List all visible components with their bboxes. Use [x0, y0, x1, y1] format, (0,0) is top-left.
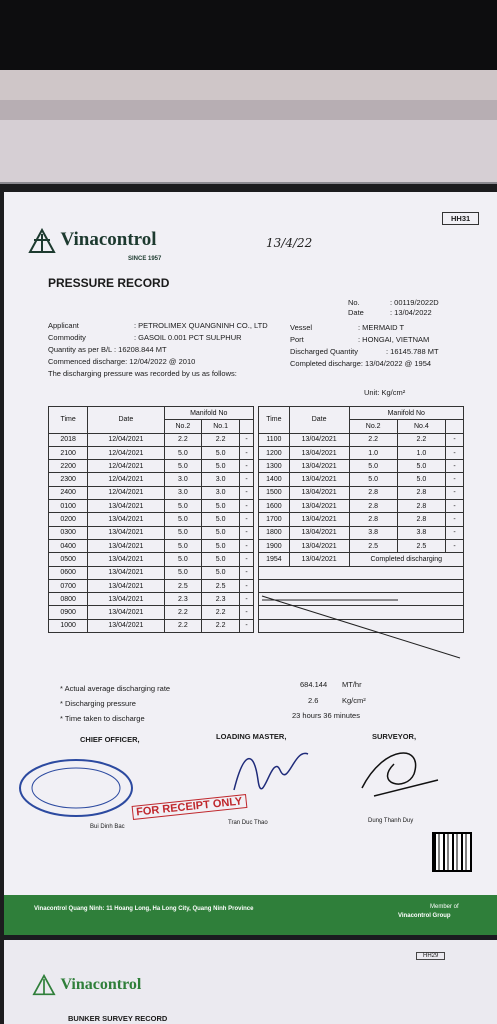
col-date: Date — [88, 407, 164, 434]
pressure-cell-a: 3.0 — [164, 473, 202, 486]
blank-cell: - — [239, 553, 253, 566]
pressure-cell-a: 5.0 — [349, 460, 397, 473]
time-cell: 1000 — [49, 619, 88, 632]
table-row — [49, 513, 254, 526]
brand-name: Vinacontrol — [60, 229, 157, 251]
col-time: Time — [259, 407, 290, 434]
pressure-cell-b: 5.0 — [397, 473, 445, 486]
unit-label: Unit: Kg/cm² — [364, 388, 406, 397]
pressure-cell-a: 2.8 — [349, 486, 397, 499]
col-date: Date — [289, 407, 349, 434]
logo-emblem-icon — [32, 974, 56, 996]
pressure-cell-b: 5.0 — [202, 566, 240, 579]
date-cell: 13/04/2021 — [289, 460, 349, 473]
blank-cell: - — [239, 460, 253, 473]
time-cell: 1900 — [259, 539, 290, 552]
date-cell: 13/04/2021 — [289, 500, 349, 513]
date-cell: 13/04/2021 — [88, 526, 164, 539]
pressure-cell-a: 5.0 — [164, 460, 202, 473]
receipt-stamp: FOR RECEIPT ONLY — [132, 794, 247, 820]
date-cell: 13/04/2021 — [88, 500, 164, 513]
col-blank — [239, 420, 253, 433]
blank-cell: - — [239, 500, 253, 513]
discharged-qty-label: Discharged Quantity — [290, 347, 358, 356]
no-label: No. — [348, 298, 360, 307]
table-row — [49, 606, 254, 619]
pressure-cell-b: 5.0 — [202, 513, 240, 526]
date-cell: 13/04/2021 — [88, 539, 164, 552]
rate-value: 684.144 — [300, 680, 328, 689]
loading-master-name: Tran Duc Thao — [228, 820, 268, 826]
date-cell: 13/04/2021 — [88, 593, 164, 606]
pressure-cell-a: 5.0 — [349, 473, 397, 486]
blank-cell: - — [239, 433, 253, 446]
pdf-toolbar — [0, 120, 497, 184]
blank-cell: - — [239, 539, 253, 552]
table-row — [259, 486, 464, 499]
blank-cell: - — [446, 526, 464, 539]
pressure-cell-b: 5.0 — [202, 553, 240, 566]
time-cell: 1200 — [259, 446, 290, 459]
applicant-label: Applicant — [48, 321, 79, 330]
table-row — [49, 486, 254, 499]
date-label: Date — [348, 308, 364, 317]
rate-label: * Actual average discharging rate — [60, 684, 171, 693]
table-row — [259, 433, 464, 446]
time-cell: 2100 — [49, 446, 88, 459]
blank-cell: - — [239, 486, 253, 499]
col-no1: No.1 — [202, 420, 240, 433]
time-cell: 1400 — [259, 473, 290, 486]
pressure-cell-a: 5.0 — [164, 553, 202, 566]
next-brand: Vinacontrol — [60, 976, 142, 994]
date-cell: 12/04/2021 — [88, 433, 164, 446]
pressure-cell-b: 2.8 — [397, 513, 445, 526]
col-manifold: Manifold No — [349, 407, 463, 420]
port-label: Port — [290, 335, 304, 344]
rate-unit: MT/hr — [342, 680, 362, 689]
blank-cell: - — [446, 460, 464, 473]
next-pdf-page — [4, 940, 497, 1024]
date-cell: 12/04/2021 — [88, 486, 164, 499]
time-cell: 0800 — [49, 593, 88, 606]
pressure-table-left — [48, 406, 254, 633]
date-cell: 13/04/2021 — [289, 513, 349, 526]
pressure-cell-a: 5.0 — [164, 500, 202, 513]
pressure-cell-b: 5.0 — [202, 539, 240, 552]
date-cell: 13/04/2021 — [88, 579, 164, 592]
pdf-page — [4, 192, 497, 934]
date-value: : 13/04/2022 — [390, 308, 432, 317]
pressure-cell-b: 3.8 — [397, 526, 445, 539]
col-no4: No.4 — [397, 420, 445, 433]
pressure-cell-b: 2.2 — [202, 433, 240, 446]
blank-cell: - — [239, 566, 253, 579]
table-row — [259, 460, 464, 473]
table-row — [259, 526, 464, 539]
table-row — [49, 593, 254, 606]
next-ref-badge: HH29 — [416, 952, 445, 960]
pressure-cell-a: 5.0 — [164, 539, 202, 552]
chief-officer-name: Bui Dinh Bac — [90, 824, 125, 830]
commodity-label: Commodity — [48, 333, 86, 342]
blank-cell: - — [239, 473, 253, 486]
table-row — [259, 539, 464, 552]
table-row — [259, 513, 464, 526]
table-row — [49, 579, 254, 592]
blank-cell: - — [446, 473, 464, 486]
pressure-cell-b: 3.0 — [202, 486, 240, 499]
table-row — [49, 526, 254, 539]
empty-row — [259, 566, 464, 579]
commodity-value: : GASOIL 0.001 PCT SULPHUR — [134, 333, 242, 342]
date-cell: 13/04/2021 — [289, 526, 349, 539]
blank-cell: - — [239, 526, 253, 539]
date-cell: 13/04/2021 — [88, 566, 164, 579]
blank-cell: - — [239, 513, 253, 526]
completed-note-cell: Completed discharging — [349, 553, 463, 566]
window-menubar — [0, 100, 497, 122]
pressure-cell-b: 5.0 — [202, 500, 240, 513]
time-value: 23 hours 36 minutes — [292, 711, 360, 720]
pressure-cell-a: 2.2 — [164, 433, 202, 446]
pressure-cell-b: 5.0 — [202, 446, 240, 459]
time-cell: 0200 — [49, 513, 88, 526]
pressure-cell-b: 5.0 — [202, 460, 240, 473]
cancel-lines — [258, 592, 464, 662]
pressure-cell-b: 1.0 — [397, 446, 445, 459]
col-time: Time — [49, 407, 88, 434]
date-cell: 13/04/2021 — [88, 606, 164, 619]
blank-cell: - — [239, 606, 253, 619]
ref-badge: HH31 — [442, 212, 479, 225]
time-cell: 2200 — [49, 460, 88, 473]
empty-cell — [259, 579, 464, 592]
footer-member-2: Vinacontrol Group — [398, 913, 451, 919]
pressure-label: * Discharging pressure — [60, 699, 136, 708]
pressure-cell-a: 2.8 — [349, 513, 397, 526]
date-cell: 13/04/2021 — [88, 619, 164, 632]
vessel-value: : MERMAID T — [358, 323, 405, 332]
logo-emblem-icon — [28, 228, 56, 254]
pressure-cell-b: 2.5 — [202, 579, 240, 592]
pressure-cell-a: 5.0 — [164, 513, 202, 526]
date-cell: 12/04/2021 — [88, 446, 164, 459]
table-row — [49, 539, 254, 552]
surveyor-name: Dung Thanh Duy — [368, 818, 414, 824]
pressure-value: 2.6 — [308, 696, 319, 705]
page-title: PRESSURE RECORD — [48, 276, 170, 290]
table-row — [259, 446, 464, 459]
pressure-unit: Kg/cm² — [342, 696, 366, 705]
date-cell: 13/04/2021 — [88, 553, 164, 566]
pressure-cell-b: 5.0 — [397, 460, 445, 473]
col-no2: No.2 — [164, 420, 202, 433]
no-value: : 00119/2022D — [390, 298, 439, 307]
time-cell: 2400 — [49, 486, 88, 499]
pressure-cell-b: 5.0 — [202, 526, 240, 539]
pressure-cell-a: 2.2 — [164, 619, 202, 632]
col-no2: No.2 — [349, 420, 397, 433]
pressure-cell-b: 2.8 — [397, 500, 445, 513]
blank-cell: - — [239, 619, 253, 632]
pressure-cell-a: 2.2 — [349, 433, 397, 446]
table-row — [49, 619, 254, 632]
blank-cell: - — [446, 486, 464, 499]
chief-officer-label: CHIEF OFFICER, — [80, 735, 140, 744]
port-value: : HONGAI, VIETNAM — [358, 335, 430, 344]
date-cell: 13/04/2021 — [289, 486, 349, 499]
applicant-value: : PETROLIMEX QUANGNINH CO., LTD — [134, 321, 268, 330]
time-cell: 1100 — [259, 433, 290, 446]
footer-office: Vinacontrol Quang Ninh: 11 Hoang Long, Ha Long City, Quang Ninh Province — [34, 906, 254, 912]
vinacontrol-logo — [28, 228, 157, 254]
date-cell: 12/04/2021 — [88, 473, 164, 486]
time-cell: 2018 — [49, 433, 88, 446]
monitor-bezel — [0, 0, 497, 70]
surveyor-signature — [354, 744, 444, 804]
time-cell: 0300 — [49, 526, 88, 539]
qr-code — [432, 832, 472, 872]
since-label: SINCE 1957 — [128, 256, 162, 262]
pressure-cell-b: 2.2 — [397, 433, 445, 446]
pressure-cell-b: 2.2 — [202, 619, 240, 632]
pressure-cell-b: 3.0 — [202, 473, 240, 486]
pressure-cell-b: 2.2 — [202, 606, 240, 619]
discharged-qty-value: : 16145.788 MT — [386, 347, 439, 356]
time-cell: 1600 — [259, 500, 290, 513]
recorded-line: The discharging pressure was recorded by us as follows: — [48, 369, 237, 378]
time-cell: 0600 — [49, 566, 88, 579]
vessel-label: Vessel — [290, 323, 313, 332]
time-label: * Time taken to discharge — [60, 714, 145, 723]
table-row — [49, 566, 254, 579]
pressure-cell-b: 2.5 — [397, 539, 445, 552]
table-row — [49, 553, 254, 566]
date-cell: 13/04/2021 — [289, 473, 349, 486]
date-cell: 12/04/2021 — [88, 460, 164, 473]
pressure-cell-a: 3.8 — [349, 526, 397, 539]
table-row — [49, 500, 254, 513]
pressure-cell-a: 3.0 — [164, 486, 202, 499]
time-cell: 0700 — [49, 579, 88, 592]
pressure-cell-b: 2.3 — [202, 593, 240, 606]
time-cell: 1500 — [259, 486, 290, 499]
loading-master-signature — [224, 740, 314, 800]
surveyor-label: SURVEYOR, — [372, 732, 417, 741]
table-row — [259, 553, 464, 566]
blank-cell: - — [239, 579, 253, 592]
table-row — [49, 473, 254, 486]
blank-cell: - — [446, 513, 464, 526]
table-row — [259, 473, 464, 486]
completed-discharge: Completed discharge: 13/04/2022 @ 1954 — [290, 359, 432, 368]
pressure-cell-a: 2.3 — [164, 593, 202, 606]
col-manifold: Manifold No — [164, 407, 253, 420]
pressure-cell-a: 2.2 — [164, 606, 202, 619]
blank-cell: - — [446, 446, 464, 459]
time-cell: 0900 — [49, 606, 88, 619]
empty-row — [259, 579, 464, 592]
blank-cell: - — [446, 433, 464, 446]
table-row — [49, 446, 254, 459]
date-cell: 13/04/2021 — [88, 513, 164, 526]
loading-master-label: LOADING MASTER, — [216, 732, 287, 741]
pressure-cell-a: 1.0 — [349, 446, 397, 459]
date-cell: 13/04/2021 — [289, 433, 349, 446]
next-logo — [32, 974, 141, 996]
handwritten-date: 13/4/22 — [266, 236, 313, 250]
time-cell: 1700 — [259, 513, 290, 526]
col-blank — [446, 420, 464, 433]
table-row — [49, 460, 254, 473]
table-row — [49, 433, 254, 446]
quantity-bl: Quantity as per B/L : 16208.844 MT — [48, 345, 167, 354]
footer-band — [4, 895, 497, 935]
pressure-cell-a: 5.0 — [164, 566, 202, 579]
time-cell: 1800 — [259, 526, 290, 539]
next-page-title: BUNKER SURVEY RECORD — [68, 1014, 168, 1023]
empty-cell — [259, 566, 464, 579]
date-cell: 13/04/2021 — [289, 539, 349, 552]
blank-cell: - — [446, 500, 464, 513]
date-cell: 13/04/2021 — [289, 446, 349, 459]
blank-cell: - — [239, 446, 253, 459]
blank-cell: - — [446, 539, 464, 552]
time-cell: 0400 — [49, 539, 88, 552]
date-cell: 13/04/2021 — [289, 553, 349, 566]
table-row — [259, 500, 464, 513]
commenced-discharge: Commenced discharge: 12/04/2022 @ 2010 — [48, 357, 196, 366]
time-cell: 0100 — [49, 500, 88, 513]
pressure-cell-a: 5.0 — [164, 526, 202, 539]
pressure-cell-b: 2.8 — [397, 486, 445, 499]
time-cell: 1300 — [259, 460, 290, 473]
time-cell: 1954 — [259, 553, 290, 566]
pressure-cell-a: 2.5 — [349, 539, 397, 552]
pressure-cell-a: 2.5 — [164, 579, 202, 592]
time-cell: 2300 — [49, 473, 88, 486]
pressure-cell-a: 5.0 — [164, 446, 202, 459]
ship-stamp — [14, 752, 138, 822]
blank-cell: - — [239, 593, 253, 606]
pressure-cell-a: 2.8 — [349, 500, 397, 513]
time-cell: 0500 — [49, 553, 88, 566]
footer-member-1: Member of — [430, 904, 459, 910]
